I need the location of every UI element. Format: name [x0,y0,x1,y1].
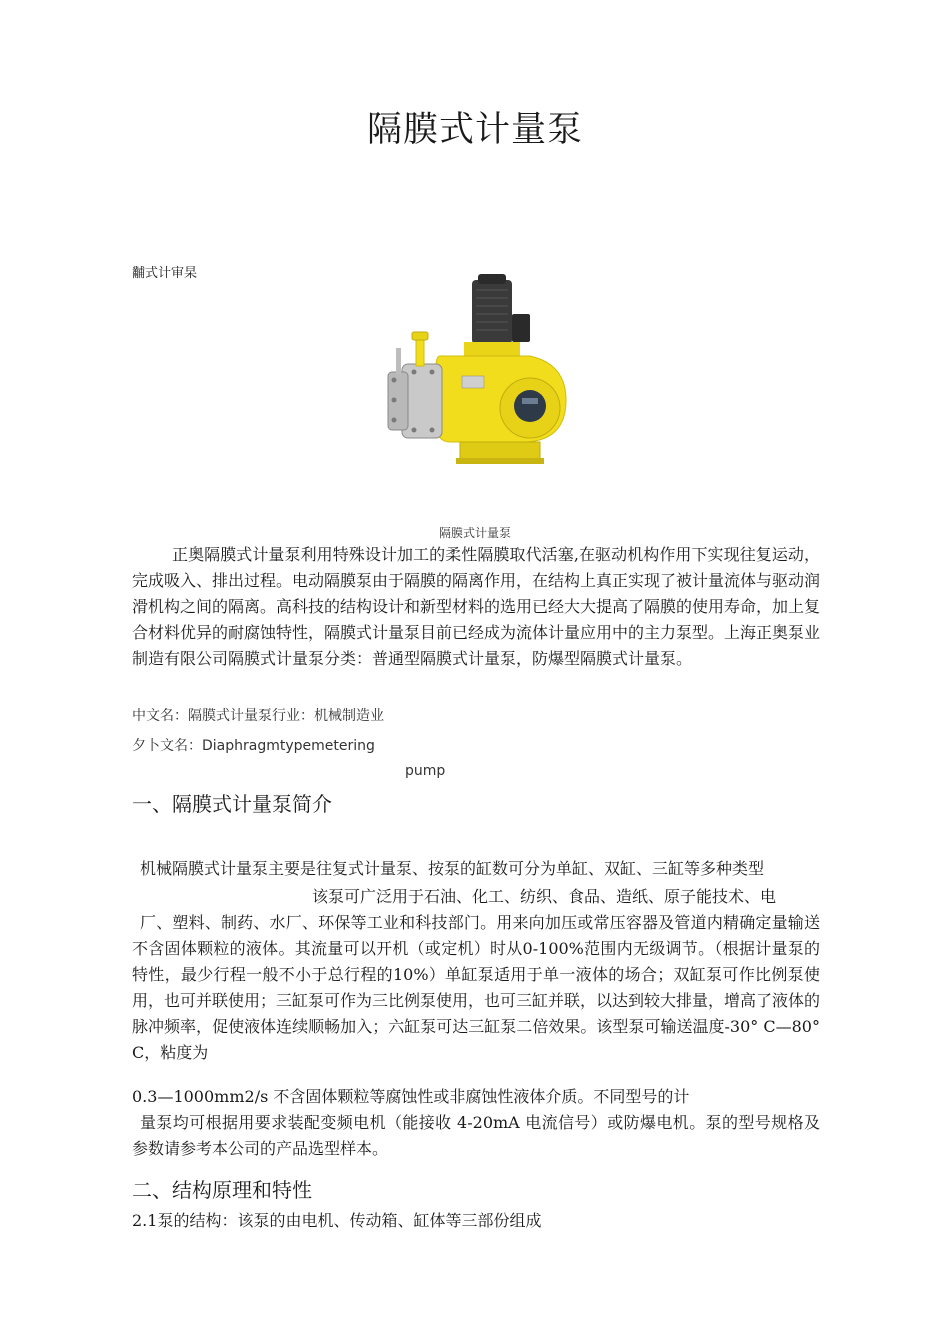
section1-line-2: 该泵可广泛用于石油、化工、纺织、食品、造纸、原子能技术、电 [312,887,777,906]
section2-line-1: 2.1泵的结构：该泵的由电机、传动箱、缸体等三部份组成 [132,1211,542,1230]
meta-english-continuation: pump [405,763,446,779]
figure-caption: 隔膜式计量泵 [438,526,511,540]
motor-cap [478,274,506,284]
section-heading-structure: 二、结构原理和特性 [132,1178,312,1202]
meta-english-name [132,735,375,755]
motor-flange [464,342,520,356]
section1-paragraph: 厂、塑料、制药、水厂、环保等工业和科技部门。用来向加压或常压容器及管道内精确定量输送不含固体颗粒的液体。其流量可以开机（或定机）时从0-100%范围内无级调节。（根据计量泵的特性，最少行程一般不小于总行程的10%）单缸泵适用于单一液体的场合；双缸泵可作比例泵使用，也可并联使用；三缸泵可作为三比例泵使用，也可三缸并联，以达到较大排量，增高了液体的脉冲频率，促使液体连续顺畅加入；六缸泵可达三缸泵二倍效果。该型泵可输送温度-30° C—80° C，粘度为 [132,913,821,1062]
image-alt-label: 黼式计审杲 [132,266,198,281]
page-title: 隔膜式计量泵 [366,110,583,150]
intro-paragraph: 正奥隔膜式计量泵利用特殊设计加工的柔性隔膜取代活塞,在驱动机构作用下实现往复运动，完成吸入、排出过程。电动隔膜泵由于隔膜的隔离作用，在结构上真正实现了被计量流体与驱动润滑机构之间的隔离。高科技的结构设计和新型材料的选用已经大大提高了隔膜的使用寿命，加上复合材料优异的耐腐蚀特性，隔膜式计量泵目前已经成为流体计量应用中的主力泵型。上海正奥泵业制造有限公司隔膜式计量泵分类：普通型隔膜式计量泵，防爆型隔膜式计量泵。 [132,545,821,668]
section1-paragraph-end: 量泵均可根据用要求装配变频电机（能接收 4-20mA 电流信号）或防爆电机。泵的型号规格及参数请参考本公司的产品选型样本。 [132,1113,820,1158]
section-heading-intro: 一、隔膜式计量泵简介 [132,792,332,816]
meta-english-label: 夕卜文名： [132,738,202,754]
stroke-knob [514,390,546,422]
section1-viscosity-line: 0.3—1000mm2/s 不含固体颗粒等腐蚀性或非腐蚀性液体介质。不同型号的计 [132,1087,690,1106]
section1-line-1: 机械隔膜式计量泵主要是往复式计量泵、按泵的缸数可分为单缸、双缸、三缸等多种类型 [140,859,765,878]
nameplate [462,376,484,388]
pump-base [460,442,540,460]
meta-english-value: Diaphragmtypemetering [202,738,375,754]
motor-terminal-box [512,314,530,342]
pump-photo [380,272,580,468]
meta-chinese-name: 中文名：隔膜式计量泵行业：机械制造业 [132,708,384,724]
